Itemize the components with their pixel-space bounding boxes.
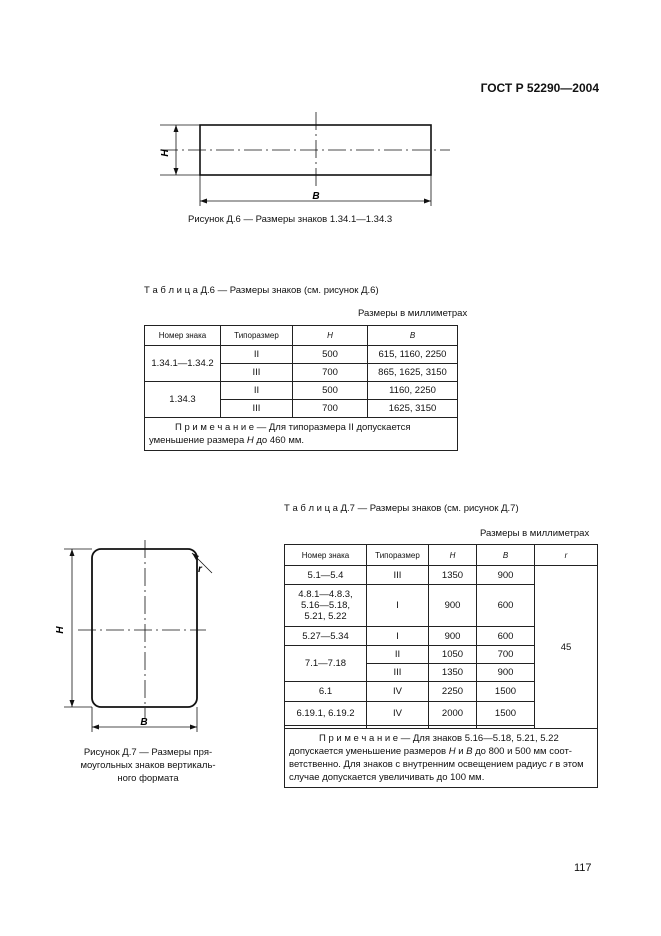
table-cell: III <box>367 566 429 585</box>
table-cell-r: 45 <box>535 566 598 729</box>
table-cell: II <box>221 382 293 400</box>
table-cell: 6.1 <box>285 682 367 702</box>
table-cell: 1500 <box>477 702 535 726</box>
table-cell: I <box>367 627 429 646</box>
document-header: ГОСТ Р 52290—2004 <box>480 81 599 95</box>
table-d7-title-word: Т а б л и ц а <box>284 503 338 514</box>
table-cell: II <box>221 346 293 364</box>
table-cell: II <box>367 646 429 664</box>
figure-d6-caption: Рисунок Д.6 — Размеры знаков 1.34.1—1.34.3 <box>188 214 393 225</box>
column-header: B <box>477 545 535 566</box>
table-cell: 1.34.3 <box>145 382 221 418</box>
table-cell: IV <box>367 682 429 702</box>
table-cell: 500 <box>293 382 368 400</box>
table-cell: 1625, 3150 <box>368 400 458 418</box>
h-label: H <box>160 149 171 157</box>
table-cell: 500 <box>293 346 368 364</box>
table-d7-note: П р и м е ч а н и е — Для знаков 5.16—5.18, 5.21, 5.22 допускается уменьшение размеров H и B до 800 и 500 мм соот- ветственно. Для знаков с внутренним освещением радиус r в этом случае допускается увеличивать до 100 мм. <box>285 729 598 788</box>
column-header: B <box>368 326 458 346</box>
table-cell: 615, 1160, 2250 <box>368 346 458 364</box>
table-cell: 900 <box>429 627 477 646</box>
table-cell: III <box>221 400 293 418</box>
table-cell: III <box>221 364 293 382</box>
h-label: H <box>55 626 66 634</box>
page-number: 117 <box>574 862 592 874</box>
figure-d7-caption: Рисунок Д.7 — Размеры пря- моугольных знаков вертикаль- ного формата <box>80 747 216 784</box>
table-cell: 1160, 2250 <box>368 382 458 400</box>
table-cell: 4.8.1—4.8.3, 5.16—5.18, 5.21, 5.22 <box>285 585 367 627</box>
table-cell: IV <box>367 702 429 726</box>
table-d7-title <box>284 503 519 514</box>
table-cell: 900 <box>477 664 535 682</box>
table-cell: 1350 <box>429 664 477 682</box>
table-cell: 5.27—5.34 <box>285 627 367 646</box>
column-header: Типоразмер <box>221 326 293 346</box>
column-header: H <box>429 545 477 566</box>
table-cell: 5.1—5.4 <box>285 566 367 585</box>
table-cell: 1350 <box>429 566 477 585</box>
column-header: r <box>535 545 598 566</box>
table-cell: 700 <box>293 400 368 418</box>
table-cell: 900 <box>477 566 535 585</box>
table-cell: 1050 <box>429 646 477 664</box>
table-cell: 600 <box>477 585 535 627</box>
table-d7-units: Размеры в миллиметрах <box>480 528 590 539</box>
r-label: r <box>198 564 202 575</box>
table-cell: 7.1—7.18 <box>285 646 367 682</box>
table-cell: 1500 <box>477 682 535 702</box>
column-header: Типоразмер <box>367 545 429 566</box>
b-label: B <box>312 191 320 202</box>
b-label: B <box>140 717 148 728</box>
table-cell: 700 <box>477 646 535 664</box>
table-cell: 865, 1625, 3150 <box>368 364 458 382</box>
table-cell: 600 <box>477 627 535 646</box>
table-d7-title-text: Д.7 — Размеры знаков (см. рисунок Д.7) <box>340 503 519 514</box>
table-d7 <box>284 544 598 788</box>
column-header: Номер знака <box>145 326 221 346</box>
table-d6-units: Размеры в миллиметрах <box>358 308 468 319</box>
table-cell: 700 <box>293 364 368 382</box>
table-cell: I <box>367 585 429 627</box>
table-d6-title-text: Д.6 — Размеры знаков (см. рисунок Д.6) <box>200 285 379 296</box>
column-header: H <box>293 326 368 346</box>
table-d6-title-word: Т а б л и ц а <box>144 285 198 296</box>
table-cell: 2250 <box>429 682 477 702</box>
table-cell: 1.34.1—1.34.2 <box>145 346 221 382</box>
table-cell: 900 <box>429 585 477 627</box>
table-cell: 6.19.1, 6.19.2 <box>285 702 367 726</box>
table-cell: 2000 <box>429 702 477 726</box>
column-header: Номер знака <box>285 545 367 566</box>
table-d6-note: П р и м е ч а н и е — Для типоразмера II допускается уменьшение размера H до 460 мм. <box>145 418 458 451</box>
table-cell: III <box>367 664 429 682</box>
sign-outline <box>92 549 197 707</box>
table-row <box>285 566 598 585</box>
